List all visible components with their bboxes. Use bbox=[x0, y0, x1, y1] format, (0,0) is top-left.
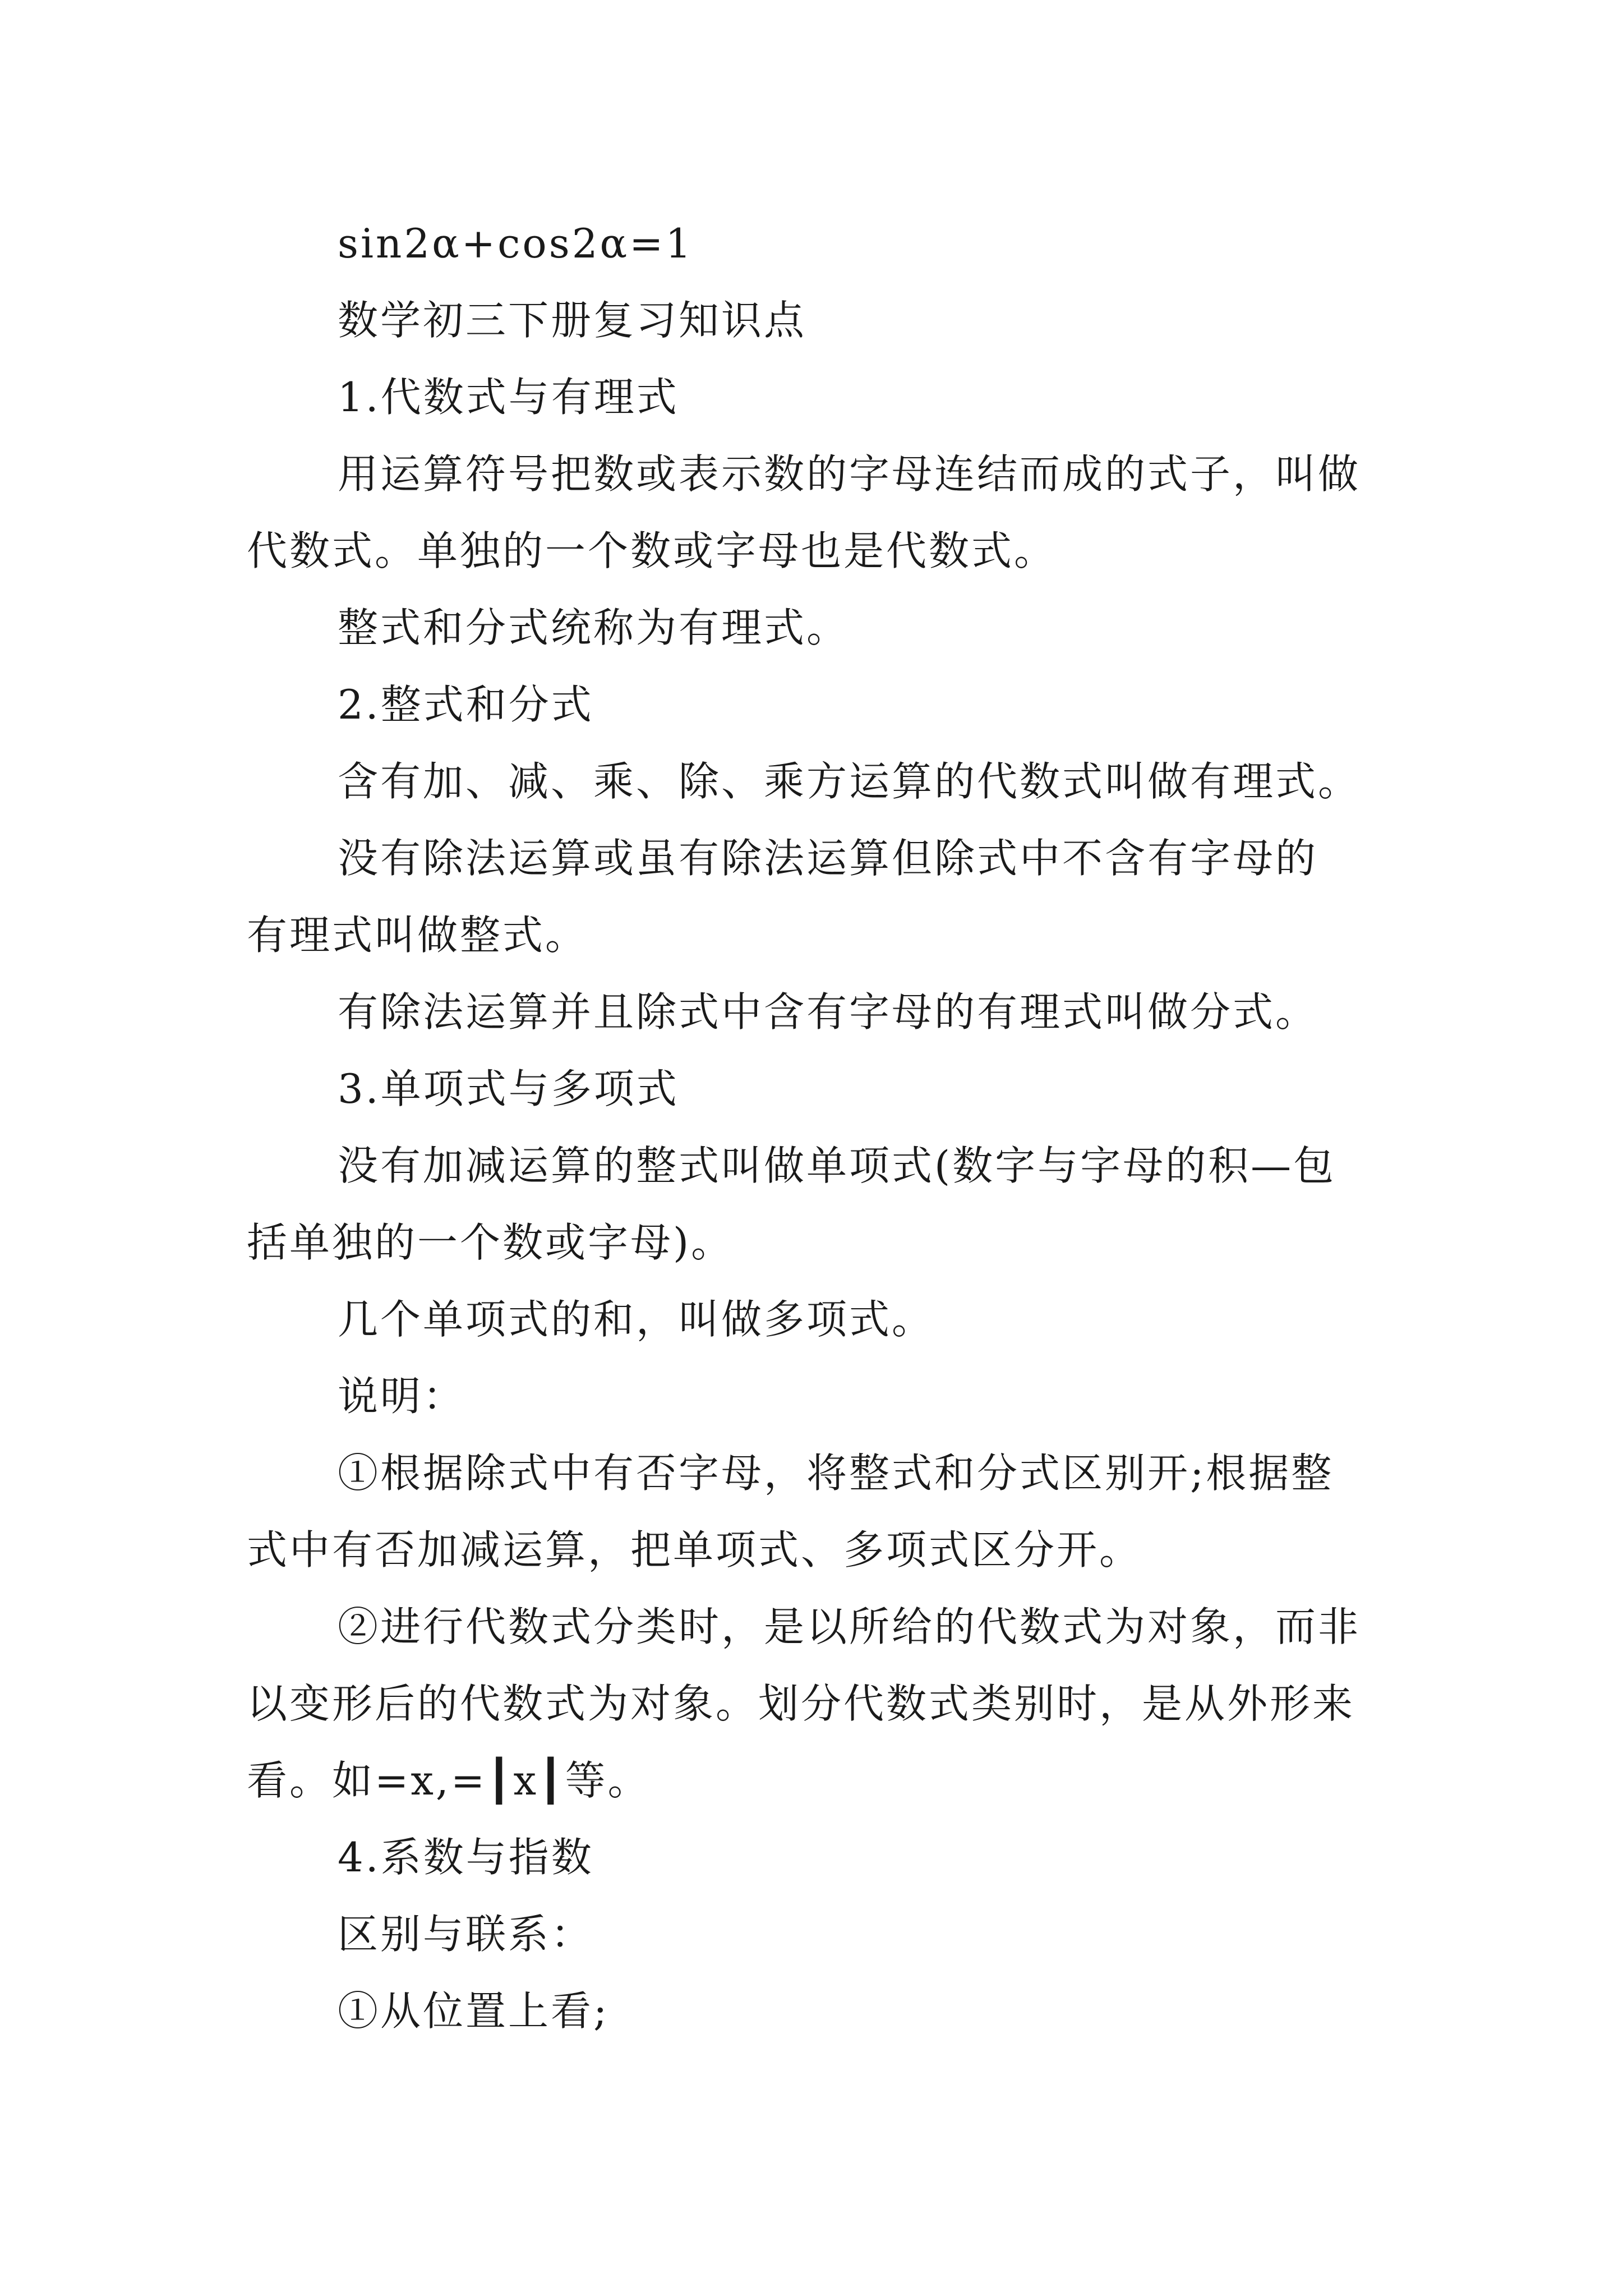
paragraph-line: 以变形后的代数式为对象。划分代数式类别时，是从外形来 bbox=[247, 1680, 1355, 1727]
document-title: 数学初三下册复习知识点 bbox=[338, 297, 807, 344]
paragraph-line: 用运算符号把数或表示数的字母连结而成的式子，叫做 bbox=[338, 450, 1361, 498]
section-heading-1: 1.代数式与有理式 bbox=[338, 374, 679, 421]
paragraph-line: 有除法运算并且除式中含有字母的有理式叫做分式。 bbox=[338, 988, 1318, 1036]
paragraph-line: 整式和分式统称为有理式。 bbox=[338, 604, 850, 651]
paragraph-line: ①根据除式中有否字母，将整式和分式区别开;根据整 bbox=[338, 1450, 1334, 1497]
paragraph-line: 没有加减运算的整式叫做单项式(数字与字母的积—包 bbox=[338, 1142, 1336, 1189]
paragraph-line: ①从位置上看; bbox=[338, 1987, 610, 2035]
paragraph-line: 代数式。单独的一个数或字母也是代数式。 bbox=[247, 527, 1057, 574]
paragraph-line: ②进行代数式分类时，是以所给的代数式为对象，而非 bbox=[338, 1603, 1361, 1650]
section-heading-4: 4.系数与指数 bbox=[338, 1834, 594, 1881]
paragraph-line: 没有除法运算或虽有除法运算但除式中不含有字母的 bbox=[338, 835, 1318, 882]
section-heading-2: 2.整式和分式 bbox=[338, 681, 594, 728]
paragraph-line: 区别与联系： bbox=[338, 1911, 594, 1958]
paragraph-line: 括单独的一个数或字母)。 bbox=[247, 1219, 734, 1266]
paragraph-line: 几个单项式的和，叫做多项式。 bbox=[338, 1296, 935, 1343]
section-heading-3: 3.单项式与多项式 bbox=[338, 1065, 679, 1112]
paragraph-line: 式中有否加减运算，把单项式、多项式区分开。 bbox=[247, 1526, 1142, 1573]
formula-line: sin2α+cos2α=1 bbox=[338, 220, 694, 267]
paragraph-line: 看。如=x,=┃x┃等。 bbox=[247, 1757, 651, 1804]
note-label: 说明： bbox=[338, 1373, 466, 1420]
paragraph-line: 有理式叫做整式。 bbox=[247, 912, 588, 959]
paragraph-line: 含有加、减、乘、除、乘方运算的代数式叫做有理式。 bbox=[338, 758, 1361, 805]
